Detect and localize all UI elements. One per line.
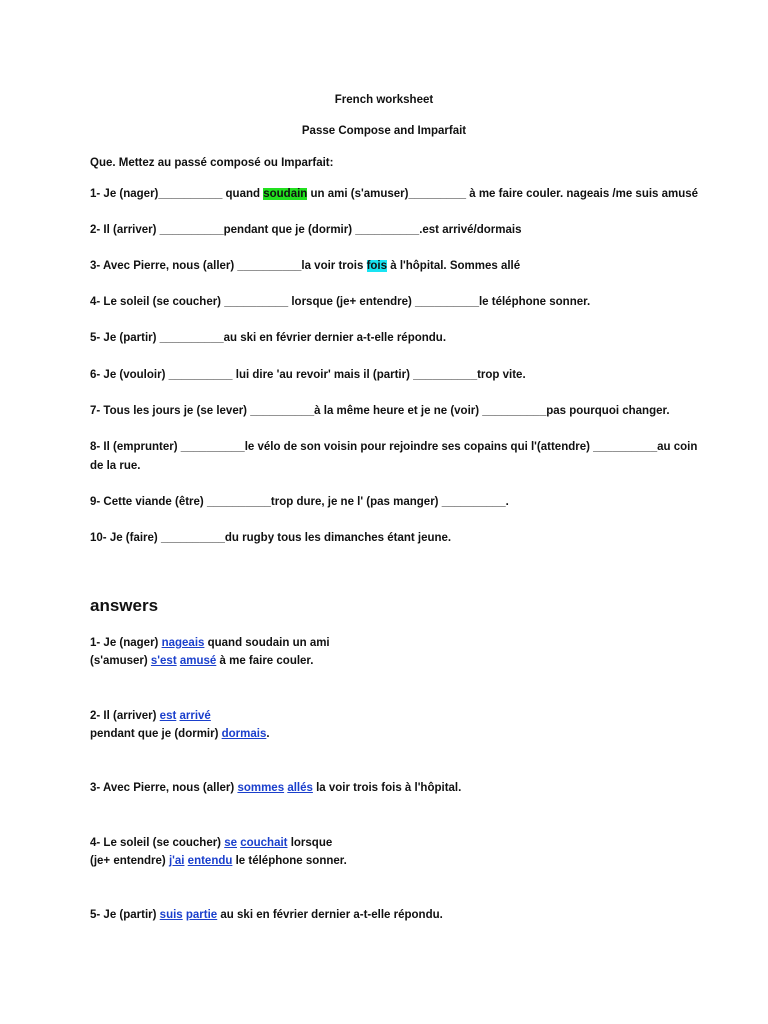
answer-4-line-1: 4- Le soleil (se coucher) se couchait lorsque (90, 837, 333, 849)
question-4: 4- Le soleil (se coucher) __________ lorsque (je+ entendre) __________le téléphone sonner. (90, 296, 591, 308)
answer-1-line-2: (s'amuser) s'est amusé à me faire couler. (90, 655, 314, 667)
instruction: Que. Mettez au passé composé ou Imparfait: (90, 157, 334, 169)
question-8-line-1: 8- Il (emprunter) __________le vélo de son voisin pour rejoindre ses copains qui l'(attendre) __________au coin (90, 441, 698, 453)
answer-link[interactable]: j'ai (168, 855, 185, 867)
answer-2-line-1: 2- Il (arriver) est arrivé (90, 710, 211, 722)
answer-link[interactable]: suis (159, 909, 183, 921)
answer-link[interactable]: amusé (179, 655, 217, 667)
question-9: 9- Cette viande (être) __________trop dure, je ne l' (pas manger) __________. (90, 496, 509, 508)
question-2: 2- Il (arriver) __________pendant que je (dormir) __________.est arrivé/dormais (90, 224, 522, 236)
answers-heading: answers (90, 596, 159, 615)
doc-title: French worksheet (334, 94, 434, 106)
question-1: 1- Je (nager)__________ quand soudain un ami (s'amuser)_________ à me faire couler. nageais /me suis amusé (90, 188, 699, 200)
answer-link[interactable]: sommes (237, 782, 285, 794)
answer-link[interactable]: entendu (187, 855, 233, 867)
answer-link[interactable]: arrivé (179, 710, 211, 722)
answer-link[interactable]: couchait (240, 837, 288, 849)
doc-subtitle: Passe Compose and Imparfait (301, 125, 467, 137)
answer-1-line-1: 1- Je (nager) nageais quand soudain un ami (90, 637, 330, 649)
answer-link[interactable]: partie (185, 909, 218, 921)
question-5: 5- Je (partir) __________au ski en février dernier a-t-elle répondu. (90, 332, 447, 344)
question-7: 7- Tous les jours je (se lever) __________à la même heure et je ne (voir) __________pas pourquoi changer. (90, 405, 670, 417)
answer-5: 5- Je (partir) suis partie au ski en février dernier a-t-elle répondu. (90, 909, 443, 921)
question-10: 10- Je (faire) __________du rugby tous les dimanches étant jeune. (90, 532, 452, 544)
answer-link[interactable]: se (224, 837, 238, 849)
answer-link[interactable]: est (159, 710, 177, 722)
answer-link[interactable]: s'est (150, 655, 177, 667)
answer-3: 3- Avec Pierre, nous (aller) sommes allés la voir trois fois à l'hôpital. (90, 782, 462, 794)
highlight-fois: fois (366, 260, 388, 272)
answer-link[interactable]: allés (287, 782, 313, 794)
highlight-soudain: soudain (263, 188, 308, 200)
question-6: 6- Je (vouloir) __________ lui dire 'au revoir' mais il (partir) __________trop vite. (90, 369, 526, 381)
answer-link[interactable]: nageais (161, 637, 205, 649)
answer-2-line-2: pendant que je (dormir) dormais. (90, 728, 270, 740)
question-3: 3- Avec Pierre, nous (aller) __________la voir trois fois à l'hôpital. Sommes allé (90, 260, 521, 272)
answer-4-line-2: (je+ entendre) j'ai entendu le téléphone sonner. (90, 855, 347, 867)
answer-link[interactable]: dormais (221, 728, 267, 740)
question-8-line-2: de la rue. (90, 460, 141, 472)
